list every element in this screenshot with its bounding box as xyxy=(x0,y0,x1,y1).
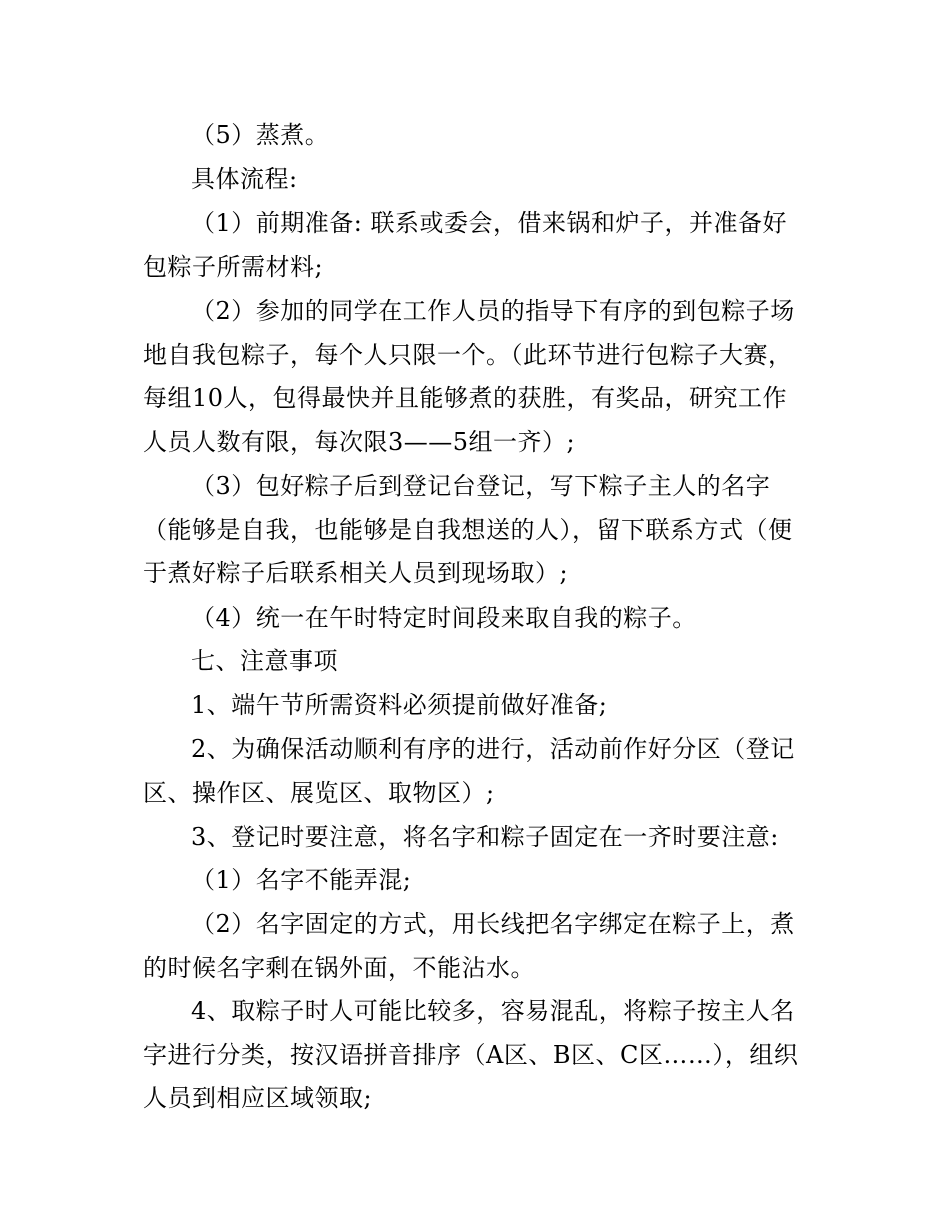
paragraph-process-3: （3）包好粽子后到登记台登记，写下粽子主人的名字（能够是自我，也能够是自我想送的人），留下联系方式（便于煮好粽子后联系相关人员到现场取）; xyxy=(143,472,793,587)
paragraph-process-4: （4）统一在午时特定时间段来取自我的粽子。 xyxy=(191,604,697,632)
paragraph-process-heading: 具体流程: xyxy=(191,165,298,193)
paragraph-process-1: （1）前期准备: 联系或委会，借来锅和炉子，并准备好包粽子所需材料; xyxy=(143,209,787,281)
paragraph-note-2: 2、为确保活动顺利有序的进行，活动前作好分区（登记区、操作区、展览区、取物区）; xyxy=(143,735,795,807)
paragraph-note-3: 3、登记时要注意，将名字和粽子固定在一齐时要注意: xyxy=(191,823,779,851)
paragraph-note-3-1: （1）名字不能弄混; xyxy=(191,866,412,894)
section-heading-notes: 七、注意事项 xyxy=(191,647,338,675)
paragraph-note-1: 1、端午节所需资料必须提前做好准备; xyxy=(191,691,608,719)
paragraph-note-3-2: （2）名字固定的方式，用长线把名字绑定在粽子上，煮的时候名字剩在锅外面，不能沾水。 xyxy=(143,910,795,982)
paragraph-note-4: 4、取粽子时人可能比较多，容易混乱，将粽子按主人名字进行分类，按汉语拼音排序（A区、B区、C区……），组织人员到相应区域领取; xyxy=(143,997,799,1112)
paragraph-process-2: （2）参加的同学在工作人员的指导下有序的到包粽子场地自我包粽子，每个人只限一个。（此环节进行包粽子大赛，每组10人，包得最快并且能够煮的获胜，有奖品，研究工作人员人数有限，每次限3——5组一齐）; xyxy=(143,297,795,456)
paragraph-step-5: （5）蒸煮。 xyxy=(191,121,330,149)
